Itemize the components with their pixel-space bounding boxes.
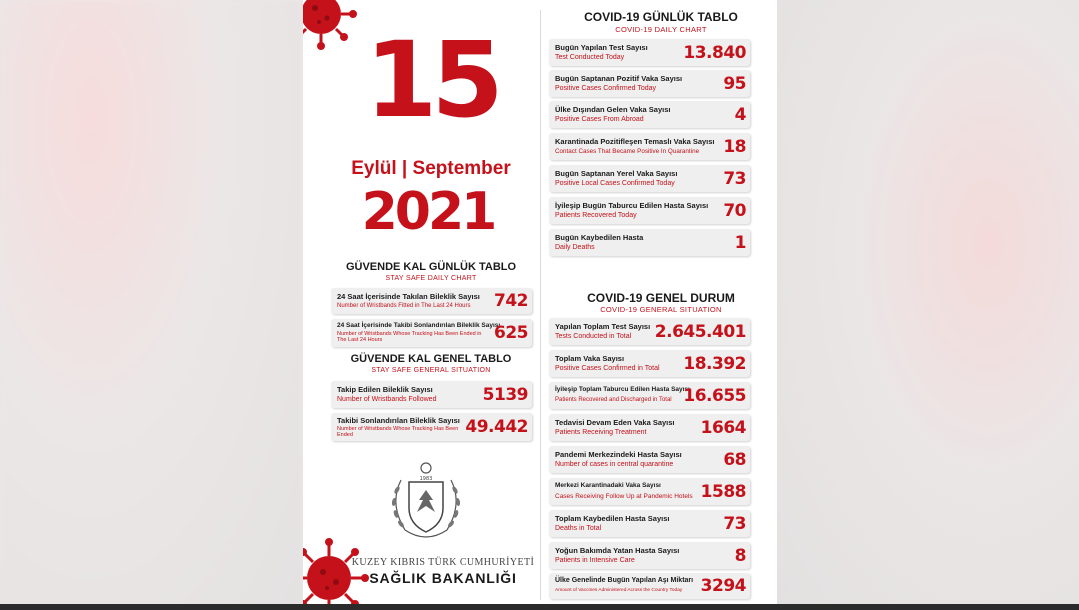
virus-icon-top (303, 0, 357, 50)
row-value: 3294 (700, 576, 746, 596)
row-value: 1588 (700, 481, 746, 502)
row-label-en: Deaths in Total (555, 525, 602, 532)
row-value: 8 (734, 545, 746, 566)
blurred-background-right (777, 0, 1079, 610)
row-value: 95 (723, 73, 746, 94)
covid-general-subtitle: COVID-19 GENERAL SITUATION (600, 305, 722, 314)
row-value: 742 (494, 291, 528, 311)
covid-general-row (549, 318, 750, 345)
ministry-country-name: KUZEY KIBRIS TÜRK CUMHURİYETİ (351, 557, 535, 568)
row-label-en: Patients Recovered Today (555, 212, 637, 219)
covid-general-row (549, 510, 750, 537)
row-value: 16.655 (683, 385, 746, 406)
stay-safe-general-row (331, 413, 532, 441)
row-label-en: Positive Cases Confirmed in Total (555, 365, 660, 372)
covid-general-row (549, 446, 750, 473)
row-value: 1 (734, 232, 746, 253)
row-label-tr: Yapılan Toplam Test Sayısı (555, 322, 651, 331)
covid-daily-row (549, 70, 750, 97)
covid-daily-title: COVID-19 GÜNLÜK TABLO (584, 10, 738, 24)
covid-general-row (549, 350, 750, 377)
row-value: 13.840 (683, 42, 746, 63)
row-value: 68 (723, 449, 746, 470)
row-label-tr: Bugün Kaybedilen Hasta (555, 233, 644, 242)
date-year: 2021 (361, 182, 495, 242)
row-value: 73 (723, 513, 746, 534)
row-label-tr: Karantinada Pozitifleşen Temaslı Vaka Sayısı (555, 137, 715, 146)
covid-general-row (549, 542, 750, 569)
covid-daily-row (549, 165, 750, 192)
stay-safe-daily-subtitle: STAY SAFE DAILY CHART (385, 275, 477, 282)
row-label-en: Tests Conducted in Total (555, 333, 632, 340)
row-label-tr: İyileşip Bugün Taburcu Edilen Hasta Sayısı (555, 201, 709, 210)
row-value: 4 (734, 104, 746, 125)
date-month: Eylül | September (351, 158, 511, 179)
row-value: 625 (494, 323, 528, 343)
row-label-en: Positive Local Cases Confirmed Today (555, 180, 675, 187)
row-value: 5139 (482, 384, 528, 405)
row-label-tr: İyileşip Toplam Taburcu Edilen Hasta Sayısı (555, 386, 690, 393)
covid-report-poster (303, 0, 777, 604)
ministry-name: SAĞLIK BAKANLIĞI (369, 570, 517, 586)
row-label-tr: Bugün Saptanan Pozitif Vaka Sayısı (555, 74, 683, 83)
row-label-en: Test Conducted Today (555, 54, 625, 61)
row-value: 18.392 (683, 353, 746, 374)
row-label-tr: Bugün Yapılan Test Sayısı (555, 43, 648, 52)
row-label-tr: Merkezi Karantinadaki Vaka Sayısı (555, 482, 661, 489)
row-label-tr: Yoğun Bakımda Yatan Hasta Sayısı (555, 546, 680, 555)
covid-daily-row (549, 39, 750, 66)
row-value: 1664 (700, 417, 746, 438)
bottom-edge-strip (0, 604, 1079, 610)
covid-general-row (549, 573, 750, 599)
covid-general-row (549, 382, 750, 409)
covid-daily-row (549, 101, 750, 128)
row-label-tr: Ülke Dışından Gelen Vaka Sayısı (555, 105, 671, 114)
row-value: 49.442 (465, 417, 528, 437)
covid-daily-subtitle: COVID-19 DAILY CHART (615, 25, 707, 34)
row-label-tr: Toplam Kaybedilen Hasta Sayısı (555, 514, 670, 523)
row-label-tr: Takip Edilen Bileklik Sayısı (337, 385, 433, 394)
row-label-en: Patients Receiving Treatment (555, 429, 647, 436)
column-divider (540, 10, 541, 600)
row-value: 18 (723, 136, 746, 157)
blurred-background-left (0, 0, 303, 610)
row-label-en: Number of Wristbands Whose Tracking Has Been Ended in The Last 24 Hours (337, 331, 482, 344)
row-label-en: Daily Deaths (555, 244, 595, 251)
row-label-en: Contact Cases That Became Positive In Quarantine (555, 148, 700, 155)
covid-general-row (549, 414, 750, 441)
row-label-en: Number of cases in central quarantine (555, 461, 674, 468)
date-day: 15 (365, 19, 498, 141)
stay-safe-general-row (331, 381, 532, 408)
row-label-tr: 24 Saat İçerisinde Takılan Bileklik Sayısı (337, 292, 480, 301)
row-label-tr: Takibi Sonlandırılan Bileklik Sayısı (337, 416, 460, 425)
covid-general-row (549, 478, 750, 505)
stay-safe-daily-row (331, 319, 532, 347)
row-label-tr: Ülke Genelinde Bugün Yapılan Aşı Miktarı (555, 577, 694, 584)
row-label-en: Cases Receiving Follow Up at Pandemic Hotels (555, 493, 693, 500)
row-label-en: Number of Wristbands Fitted in The Last 24 Hours (337, 303, 471, 309)
covid-general-title: COVID-19 GENEL DURUM (587, 291, 735, 305)
row-label-tr: 24 Saat İçerisinde Takibi Sonlandırılan Bileklik Sayısı (337, 322, 501, 329)
ministry-emblem-icon (383, 460, 469, 546)
row-label-en: Patients in Intensive Care (555, 557, 635, 564)
emblem-year: 1983 (419, 476, 433, 482)
stay-safe-general-subtitle: STAY SAFE GENERAL SITUATION (371, 367, 491, 374)
row-label-en: Number of Wristbands Whose Tracking Has Been Ended (337, 426, 459, 439)
row-label-tr: Pandemi Merkezindeki Hasta Sayısı (555, 450, 682, 459)
stay-safe-daily-title: GÜVENDE KAL GÜNLÜK TABLO (345, 261, 517, 273)
stay-safe-daily-row (331, 288, 532, 314)
row-label-en: Positive Cases From Abroad (555, 116, 644, 123)
covid-daily-row (549, 197, 750, 224)
row-value: 2.645.401 (654, 321, 746, 342)
stay-safe-general-title: GÜVENDE KAL GENEL TABLO (350, 353, 512, 365)
row-label-tr: Toplam Vaka Sayısı (555, 354, 625, 363)
covid-daily-row (549, 133, 750, 160)
row-value: 73 (723, 168, 746, 189)
row-value: 70 (723, 200, 746, 221)
row-label-tr: Bugün Saptanan Yerel Vaka Sayısı (555, 169, 678, 178)
row-label-en: Amount of Vaccines Administered Across the Country Today (555, 588, 683, 593)
row-label-en: Number of Wristbands Followed (337, 396, 437, 403)
row-label-en: Positive Cases Confirmed Today (555, 85, 657, 92)
row-label-en: Patients Recovered and Discharged in Total (555, 397, 672, 403)
row-label-tr: Tedavisi Devam Eden Vaka Sayısı (555, 418, 675, 427)
covid-daily-row (549, 229, 750, 256)
